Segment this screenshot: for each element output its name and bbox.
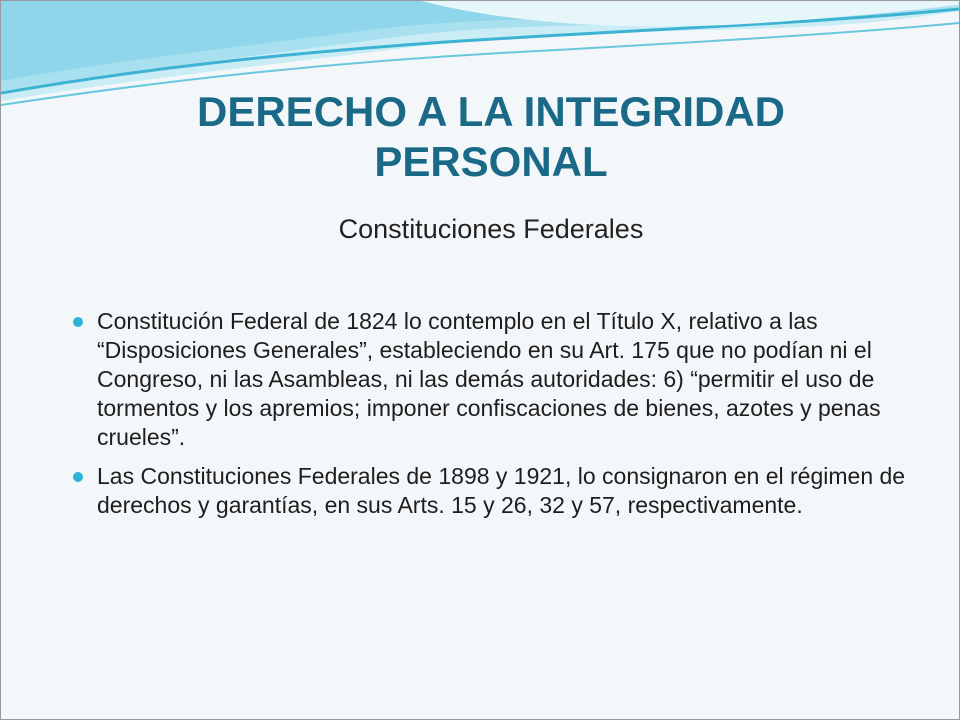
circle-bullet-icon xyxy=(73,472,83,482)
bullet-list xyxy=(71,307,921,530)
slide-title xyxy=(61,87,921,187)
bullet-text: Constitución Federal de 1824 lo contemplo en el Título X, relativo a las “Disposiciones Generales”, estableciendo en su Art. 175 que no podían ni el Congreso, ni las Asambleas, ni las demás autoridades: 6) “permitir el uso de tormentos y los apremios; imponer confiscaciones de bienes, azotes y penas crueles”. xyxy=(97,308,881,450)
slide-title-line-1: DERECHO A LA INTEGRIDAD xyxy=(197,88,785,135)
slide-subtitle: Constituciones Federales xyxy=(338,214,644,244)
bullet-item xyxy=(71,307,921,452)
bullet-text: Las Constituciones Federales de 1898 y 1921, lo consignaron en el régimen de derechos y garantías, en sus Arts. 15 y 26, 32 y 57, respectivamente. xyxy=(97,463,906,518)
circle-bullet-icon xyxy=(73,317,83,327)
bullet-item xyxy=(71,462,921,520)
slide-title-line-2: PERSONAL xyxy=(374,138,608,185)
